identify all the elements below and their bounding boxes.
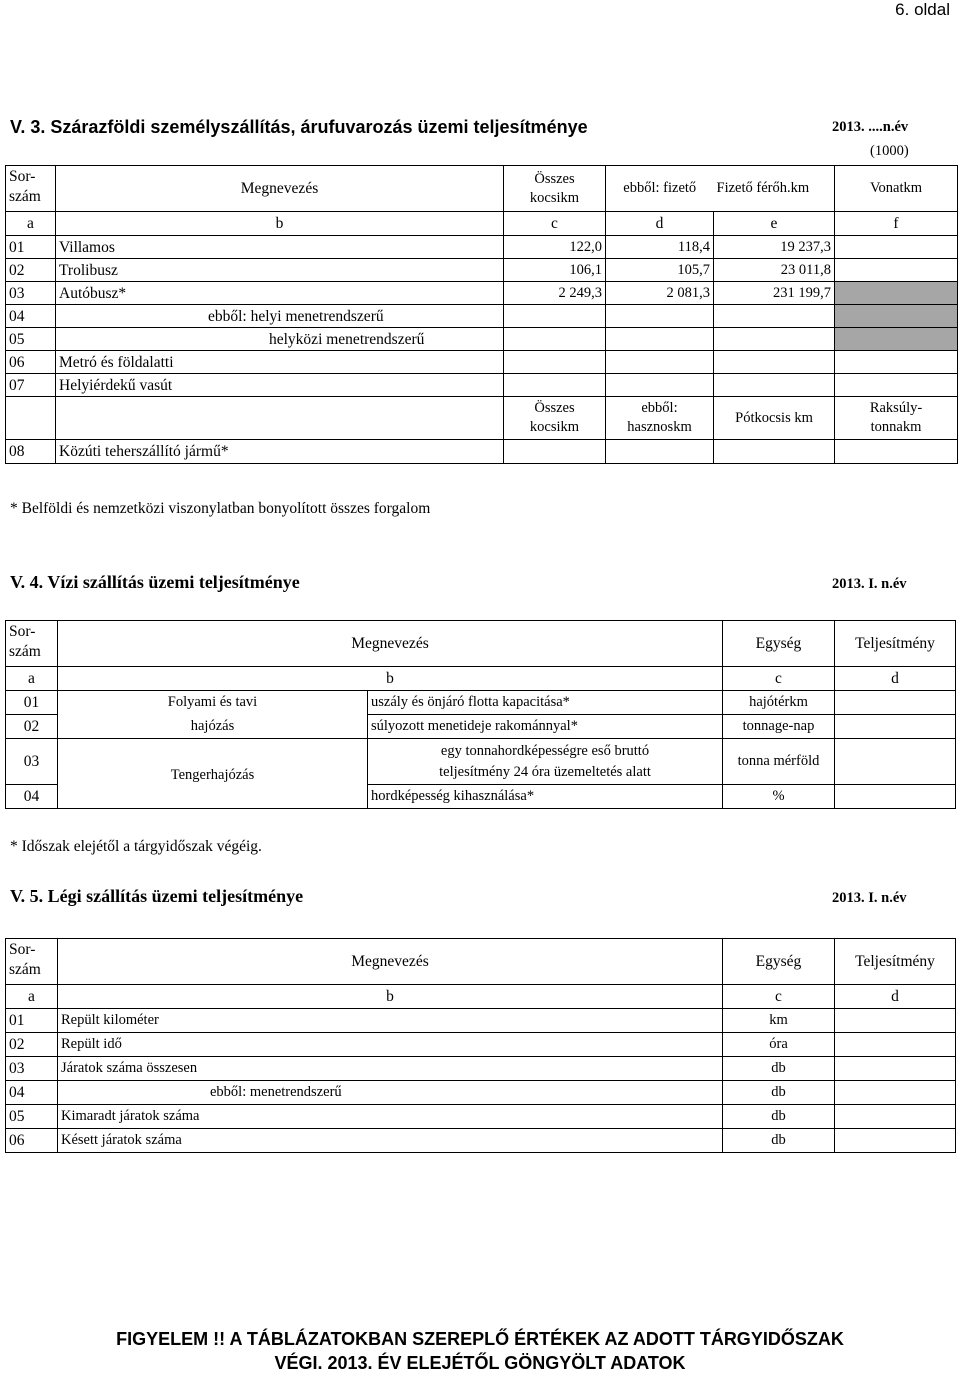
row-number: 02 [6,259,56,282]
section-v3-footnote: * Belföldi és nemzetközi viszonylatban bonyolított összes forgalom [10,500,431,517]
table-row [6,1057,956,1081]
value-total-km [504,328,606,351]
header-row [6,166,958,212]
header-row [6,621,956,667]
name-header: Megnevezés [58,939,723,985]
row-unit: km [723,1009,835,1033]
section-v4-period: 2013. I. n.év [832,576,907,592]
table-row [6,739,956,785]
letter-d: d [606,212,714,236]
warning-line-1: FIGYELEM !! A TÁBLÁZATOKBAN SZEREPLŐ ÉRTÉKEK AZ ADOTT TÁRGYIDŐSZAK [116,1329,844,1349]
row-name: uszály és önjáró flotta kapacitása* [368,691,723,715]
value-performance [835,691,956,715]
value-paid [606,374,714,397]
value-paid-seat-km: 231 199,7 [714,282,835,305]
value-performance [835,785,956,809]
letter-b: b [56,212,504,236]
table-row [6,351,958,374]
air-transport-table [5,938,956,1153]
value-performance [835,1081,956,1105]
row-name: Repült idő [58,1033,723,1057]
row-unit: db [723,1105,835,1129]
train-km-header: Vonatkm [835,166,958,212]
value-paid: 105,7 [606,259,714,282]
value-paid: 118,4 [606,236,714,259]
value-performance [835,739,956,785]
row-name: Autóbusz* [56,282,504,305]
table-row [6,328,958,351]
letter-row [6,985,956,1009]
value-train-km [835,351,958,374]
table-row [6,305,958,328]
empty-cell [56,397,504,440]
letter-f: f [835,212,958,236]
row-unit: hajótérkm [723,691,835,715]
row-name: ebből: menetrendszerű [58,1081,723,1105]
row-name: Járatok száma összesen [58,1057,723,1081]
row-number: 03 [6,282,56,305]
freight-header-row [6,397,958,440]
performance-header: Teljesítmény [835,621,956,667]
value-train-km [835,259,958,282]
freight-loaded-km-header: ebből: hasznoskm [606,397,714,440]
value-paid [606,305,714,328]
row-number: 01 [6,1009,58,1033]
empty-cell [58,785,368,809]
value-paid: 2 081,3 [606,282,714,305]
row-name: ebből: helyi menetrendszerű [56,305,504,328]
group-river-label: Folyami és tavi [58,691,368,715]
section-v3-period: 2013. ....n.év [832,119,909,135]
row-number: 08 [6,440,56,464]
value-train-km-shaded [835,328,958,351]
cargo-tonne-km-header: Raksúly- tonnakm [835,397,958,440]
table-row [6,1105,956,1129]
letter-a: a [6,212,56,236]
value-train-km-shaded [835,305,958,328]
row-name: Metró és földalatti [56,351,504,374]
freight-total-km-header: Összes kocsikm [504,397,606,440]
row-number: 03 [6,739,58,785]
value-performance [835,1009,956,1033]
row-name: Kimaradt járatok száma [58,1105,723,1129]
sorszam-header: Sor- szám [6,166,56,212]
land-transport-table [5,165,958,464]
page-number: 6. oldal [895,0,950,19]
value-total-km [504,440,606,464]
value-total-km [504,374,606,397]
letter-c: c [504,212,606,236]
value-total-km [504,351,606,374]
value-paid-seat-km [714,305,835,328]
row-name: helyközi menetrendszerű [56,328,504,351]
row-name: Trolibusz [56,259,504,282]
table-row [6,1081,956,1105]
sorszam-header: Sor- szám [6,621,58,667]
water-transport-table [5,620,956,809]
table-row [6,785,956,809]
letter-c: c [723,667,835,691]
row-unit: óra [723,1033,835,1057]
row-unit: tonnage-nap [723,715,835,739]
row-number: 02 [6,1033,58,1057]
value-train-km-shaded [835,282,958,305]
section-v5-period: 2013. I. n.év [832,890,907,906]
value-total-km: 2 249,3 [504,282,606,305]
paid-seat-km-header: Fizető férőh.km [714,166,835,212]
value-paid [606,328,714,351]
header-row [6,939,956,985]
row-number: 04 [6,305,56,328]
row-name: Repült kilométer [58,1009,723,1033]
section-v4-title: V. 4. Vízi szállítás üzemi teljesítménye [10,572,300,592]
letter-d: d [835,985,956,1009]
value-total-km [504,305,606,328]
paid-header: ebből: fizető [606,166,714,212]
table-row [6,715,956,739]
section-v5-title: V. 5. Légi szállítás üzemi teljesítménye [10,886,304,906]
name-header: Megnevezés [58,621,723,667]
letter-a: a [6,667,58,691]
letter-a: a [6,985,58,1009]
row-name: súlyozott menetideje rakománnyal* [368,715,723,739]
value-train-km [835,236,958,259]
value-paid-seat-km [714,374,835,397]
row-unit: db [723,1057,835,1081]
row-number: 05 [6,1105,58,1129]
total-km-header: Összes kocsikm [504,166,606,212]
value-loaded-km [606,440,714,464]
row-number: 02 [6,715,58,739]
value-total-km: 122,0 [504,236,606,259]
row-name: Helyiérdekű vasút [56,374,504,397]
row-number: 06 [6,351,56,374]
row-number: 01 [6,236,56,259]
row-name: Közúti teherszállító jármű* [56,440,504,464]
value-performance [835,1129,956,1153]
table-row [6,1033,956,1057]
value-trailer-km [714,440,835,464]
value-performance [835,715,956,739]
empty-cell [6,397,56,440]
row-name: egy tonnahordképességre eső bruttó teljesítmény 24 óra üzemeltetés alatt [368,739,723,785]
table-row [6,1129,956,1153]
letter-b: b [58,667,723,691]
sorszam-header: Sor- szám [6,939,58,985]
value-paid [606,351,714,374]
row-number: 03 [6,1057,58,1081]
trailer-km-header: Pótkocsis km [714,397,835,440]
value-paid-seat-km [714,328,835,351]
value-paid-seat-km [714,351,835,374]
row-number: 01 [6,691,58,715]
value-paid-seat-km: 19 237,3 [714,236,835,259]
letter-row [6,212,958,236]
row-number: 07 [6,374,56,397]
row-unit: tonna mérföld [723,739,835,785]
row-unit: db [723,1129,835,1153]
letter-row [6,667,956,691]
warning-line-2: VÉGI. 2013. ÉV ELEJÉTŐL GÖNGYÖLT ADATOK [274,1353,686,1373]
row-number: 04 [6,1081,58,1105]
row-number: 04 [6,785,58,809]
value-performance [835,1105,956,1129]
letter-c: c [723,985,835,1009]
value-performance [835,1033,956,1057]
row-unit: db [723,1081,835,1105]
table-row [6,440,958,464]
value-train-km [835,374,958,397]
table-row [6,259,958,282]
performance-header: Teljesítmény [835,939,956,985]
letter-d: d [835,667,956,691]
table-row [6,1009,956,1033]
group-sea-label: Tengerhajózás [58,739,368,785]
row-number: 06 [6,1129,58,1153]
table-row [6,374,958,397]
value-total-km: 106,1 [504,259,606,282]
group-river-label-2: hajózás [58,715,368,739]
value-paid-seat-km: 23 011,8 [714,259,835,282]
row-unit: % [723,785,835,809]
row-number: 05 [6,328,56,351]
letter-e: e [714,212,835,236]
section-v4-footnote: * Időszak elejétől a tárgyidőszak végéig. [10,838,262,855]
unit-header: Egység [723,939,835,985]
section-v3-unit: (1000) [870,143,909,159]
section-v3-title: V. 3. Szárazföldi személyszállítás, árufuvarozás üzemi teljesítménye [10,117,588,137]
table-row [6,691,956,715]
name-header: Megnevezés [56,166,504,212]
row-name: Villamos [56,236,504,259]
table-row [6,282,958,305]
row-name: Késett járatok száma [58,1129,723,1153]
table-row [6,236,958,259]
unit-header: Egység [723,621,835,667]
value-cargo-tonne-km [835,440,958,464]
letter-b: b [58,985,723,1009]
row-name: hordképesség kihasználása* [368,785,723,809]
value-performance [835,1057,956,1081]
